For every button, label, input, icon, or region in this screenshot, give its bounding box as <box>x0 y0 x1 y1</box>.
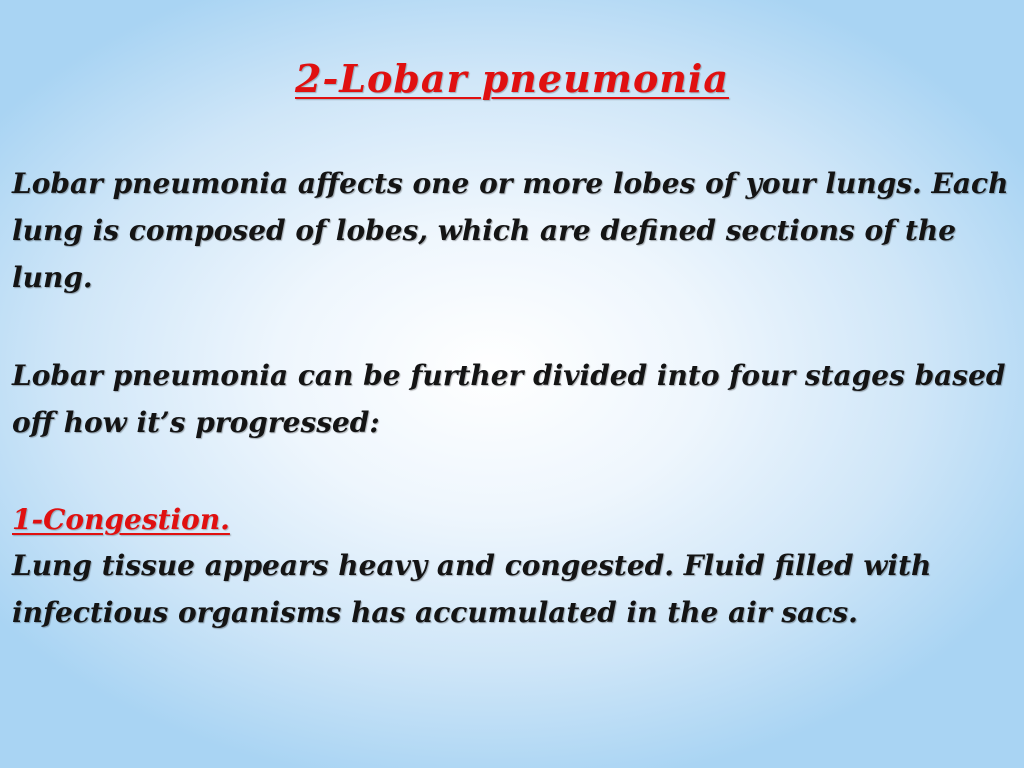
paragraph-lobar-definition: Lobar pneumonia affects one or more lobes of your lungs. Each lung is composed of lobes, which are defined sections of the lung. <box>12 167 1009 294</box>
stage-1-description: Lung tissue appears heavy and congested. Fluid filled with infectious organisms has accumulated in the air sacs. <box>12 549 932 629</box>
slide-title: 2-Lobar pneumonia <box>295 56 729 101</box>
stage-1-heading: 1-Congestion. <box>12 503 230 536</box>
paragraph-stages-intro: Lobar pneumonia can be further divided into four stages based off how it’s progressed: <box>12 359 1006 439</box>
